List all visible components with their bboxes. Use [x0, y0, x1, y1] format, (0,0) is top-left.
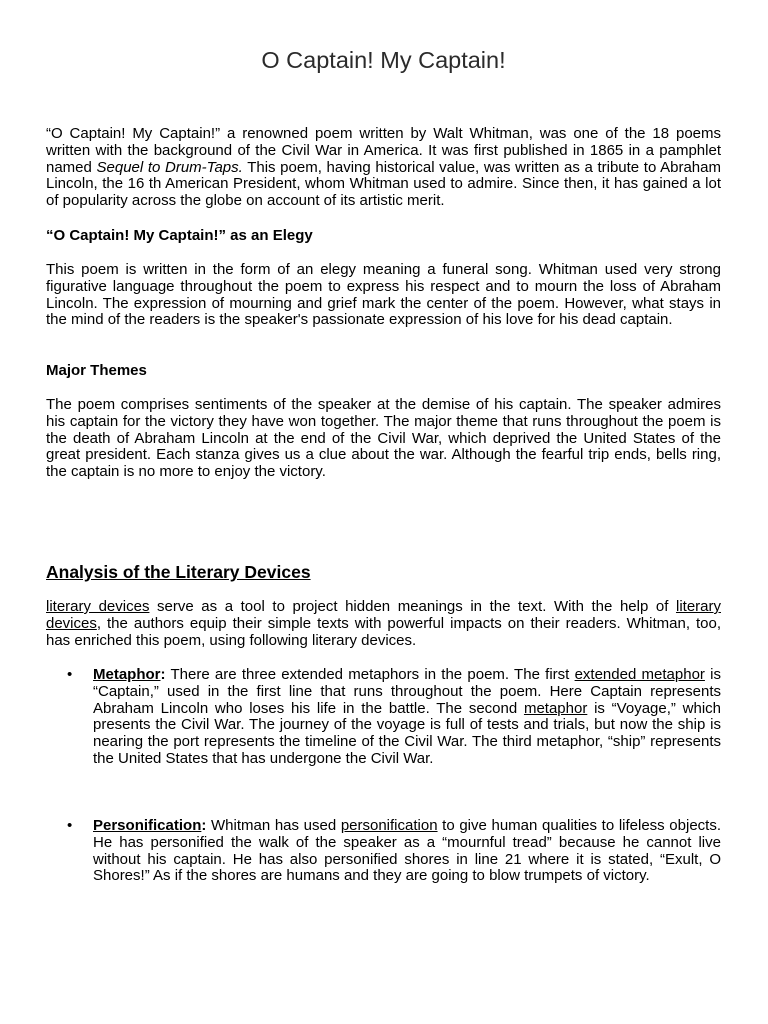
- literary-devices-link-2[interactable]: literary devices: [46, 598, 721, 632]
- bullet-icon: •: [67, 817, 73, 834]
- analysis-paragraph: [46, 599, 721, 649]
- intro-italic-title: Sequel to Drum-Taps.: [96, 158, 243, 176]
- extended-metaphor-link[interactable]: extended metaphor: [574, 666, 705, 683]
- analysis-text-2: , the authors equip their simple texts with powerful impacts on their readers. Whitman, too, has enriched this poem, using following literary devices.: [46, 614, 721, 649]
- metaphor-term: Metaphor: [93, 666, 161, 683]
- analysis-heading: Analysis of the Literary Devices: [46, 562, 311, 582]
- metaphor-link[interactable]: metaphor: [523, 699, 588, 717]
- bullet-icon: •: [67, 666, 73, 683]
- themes-paragraph: The poem comprises sentiments of the speaker at the demise of his captain. The speaker admires his captain for the victory they have won together. The major theme that runs throughout the poem is the death of Abraham Lincoln at the end of the Civil War, which deprived the United States of the great president. Each stanza gives us a clue about the war. Although the fearful trip ends, bells ring, the captain is no more to enjoy the victory.: [46, 396, 721, 481]
- intro-text-2: This poem, having historical value, was written as a tribute to Abraham Lincoln, the 16 th American President, whom Whitman used to admire. Since then, it has gained a lot of popularity across the globe on account of its artistic merit.: [46, 158, 721, 210]
- intro-paragraph: [46, 126, 721, 210]
- elegy-heading: “O Captain! My Captain!” as an Elegy: [46, 227, 313, 244]
- personification-term: Personification: [93, 817, 202, 834]
- personification-link[interactable]: personification: [340, 817, 438, 834]
- elegy-paragraph: This poem is written in the form of an elegy meaning a funeral song. Whitman used very strong figurative language throughout the poem to express his respect and to mourn the loss of Abraham Lincoln. The expression of mourning and grief mark the center of the poem. However, what stays in the mind of the readers is the speaker's passionate expression of his love for his dead captain.: [46, 261, 721, 329]
- themes-heading: Major Themes: [46, 362, 147, 379]
- page-title: O Captain! My Captain!: [261, 47, 506, 73]
- personification-text: Personification: Whitman has used personification to give human qualities to lifeless objects. He has personified the walk of the speaker as a “mournful tread” because he cannot live without his captain. He has also personified shores in line 21 where it is stated, “Exult, O Shores!” As if the shores are humans and they are going to blow trumpets of victory.: [93, 817, 721, 885]
- analysis-text-1: serve as a tool to project hidden meanings in the text. With the help of: [149, 598, 676, 615]
- intro-text-1: “O Captain! My Captain!” a renowned poem written by Walt Whitman, was one of the 18 poems written with the background of the Civil War in America. It was first published in 1865 in a pamphlet named: [46, 125, 721, 176]
- literary-devices-link[interactable]: literary devices: [46, 598, 150, 615]
- metaphor-text: Metaphor: There are three extended metaphors in the poem. The first extended metaphor is “Captain,” used in the first line that runs throughout the poem. Here Captain represents Abraham Lincoln who loses his life in the battle. The second metaphor is “Voyage,” which presents the Civil War. The journey of the voyage is full of tests and trials, but now the ship is nearing the port represents the timeline of the Civil War. The third metaphor, “ship” represents the United States that has undergone the Civil War.: [93, 666, 722, 767]
